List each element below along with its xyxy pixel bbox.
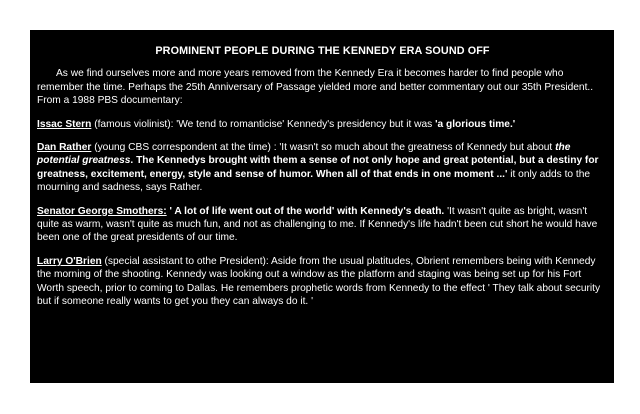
- document-panel: [30, 30, 614, 383]
- entry-text: (special assistant to othe President): Aside from the usual platitudes, Obrient remembers being with Kennedy the morning of the shooting. Kennedy was looking out a window as the platform and staging was being set up for his Fort Worth speech, prior to coming to Dallas. He remembers prophetic words from Kennedy to the effect ' They talk about security but if someone really wants to get you they can always do it. ': [37, 255, 601, 308]
- entry-role: (young CBS correspondent at the time) :: [91, 142, 280, 154]
- entry-quote-emphasis: ' A lot of life went out of the world' with Kennedy's death.: [166, 205, 445, 217]
- entry-quote: 'It wasn't so much about the greatness of Kennedy but about: [279, 142, 556, 154]
- entry-isaac-stern: [37, 118, 608, 131]
- entry-name: Dan Rather: [37, 142, 92, 154]
- entry-quote-emphasis: . The Kennedys brought with them a sense of not only hope and great potential, but a destiny for greatness, excitement, energy, style and sense of humor. When all of that ends in one moment ...': [37, 155, 599, 180]
- entry-quote: 'We tend to romanticise' Kennedy's presidency but it was: [176, 118, 436, 130]
- page-title: PROMINENT PEOPLE DURING THE KENNEDY ERA SOUND OFF: [155, 45, 490, 57]
- entry-quote-tail: it only adds to the mourning and sadness, says Rather.: [37, 168, 591, 194]
- entry-quote-emphasis-italic: the potential greatness: [37, 142, 571, 167]
- entry-dan-rather: [37, 141, 608, 195]
- entry-name: Issac Stern: [37, 118, 92, 130]
- entry-george-smothers: [37, 205, 608, 245]
- entry-larry-obrien: [37, 255, 608, 309]
- entry-name: Senator George Smothers:: [37, 205, 167, 217]
- entry-role: (famous violinist):: [91, 118, 177, 130]
- entry-quote: 'It wasn't quite as bright, wasn't quite as warm, wasn't quite as much fun, and not as challenging to me. If Kennedy's life hadn't been cut short he would have been one of the great presidents of our time.: [37, 205, 598, 244]
- intro-paragraph: As we find ourselves more and more years removed from the Kennedy Era it becomes harder to find people who remember the time. Perhaps the 25th Anniversary of Passage yielded more and better commentary out our 35th President.. From a 1988 PBS documentary:: [37, 68, 594, 107]
- entry-name: Larry O'Brien: [37, 255, 102, 267]
- entry-quote-emphasis: 'a glorious time.': [435, 118, 516, 130]
